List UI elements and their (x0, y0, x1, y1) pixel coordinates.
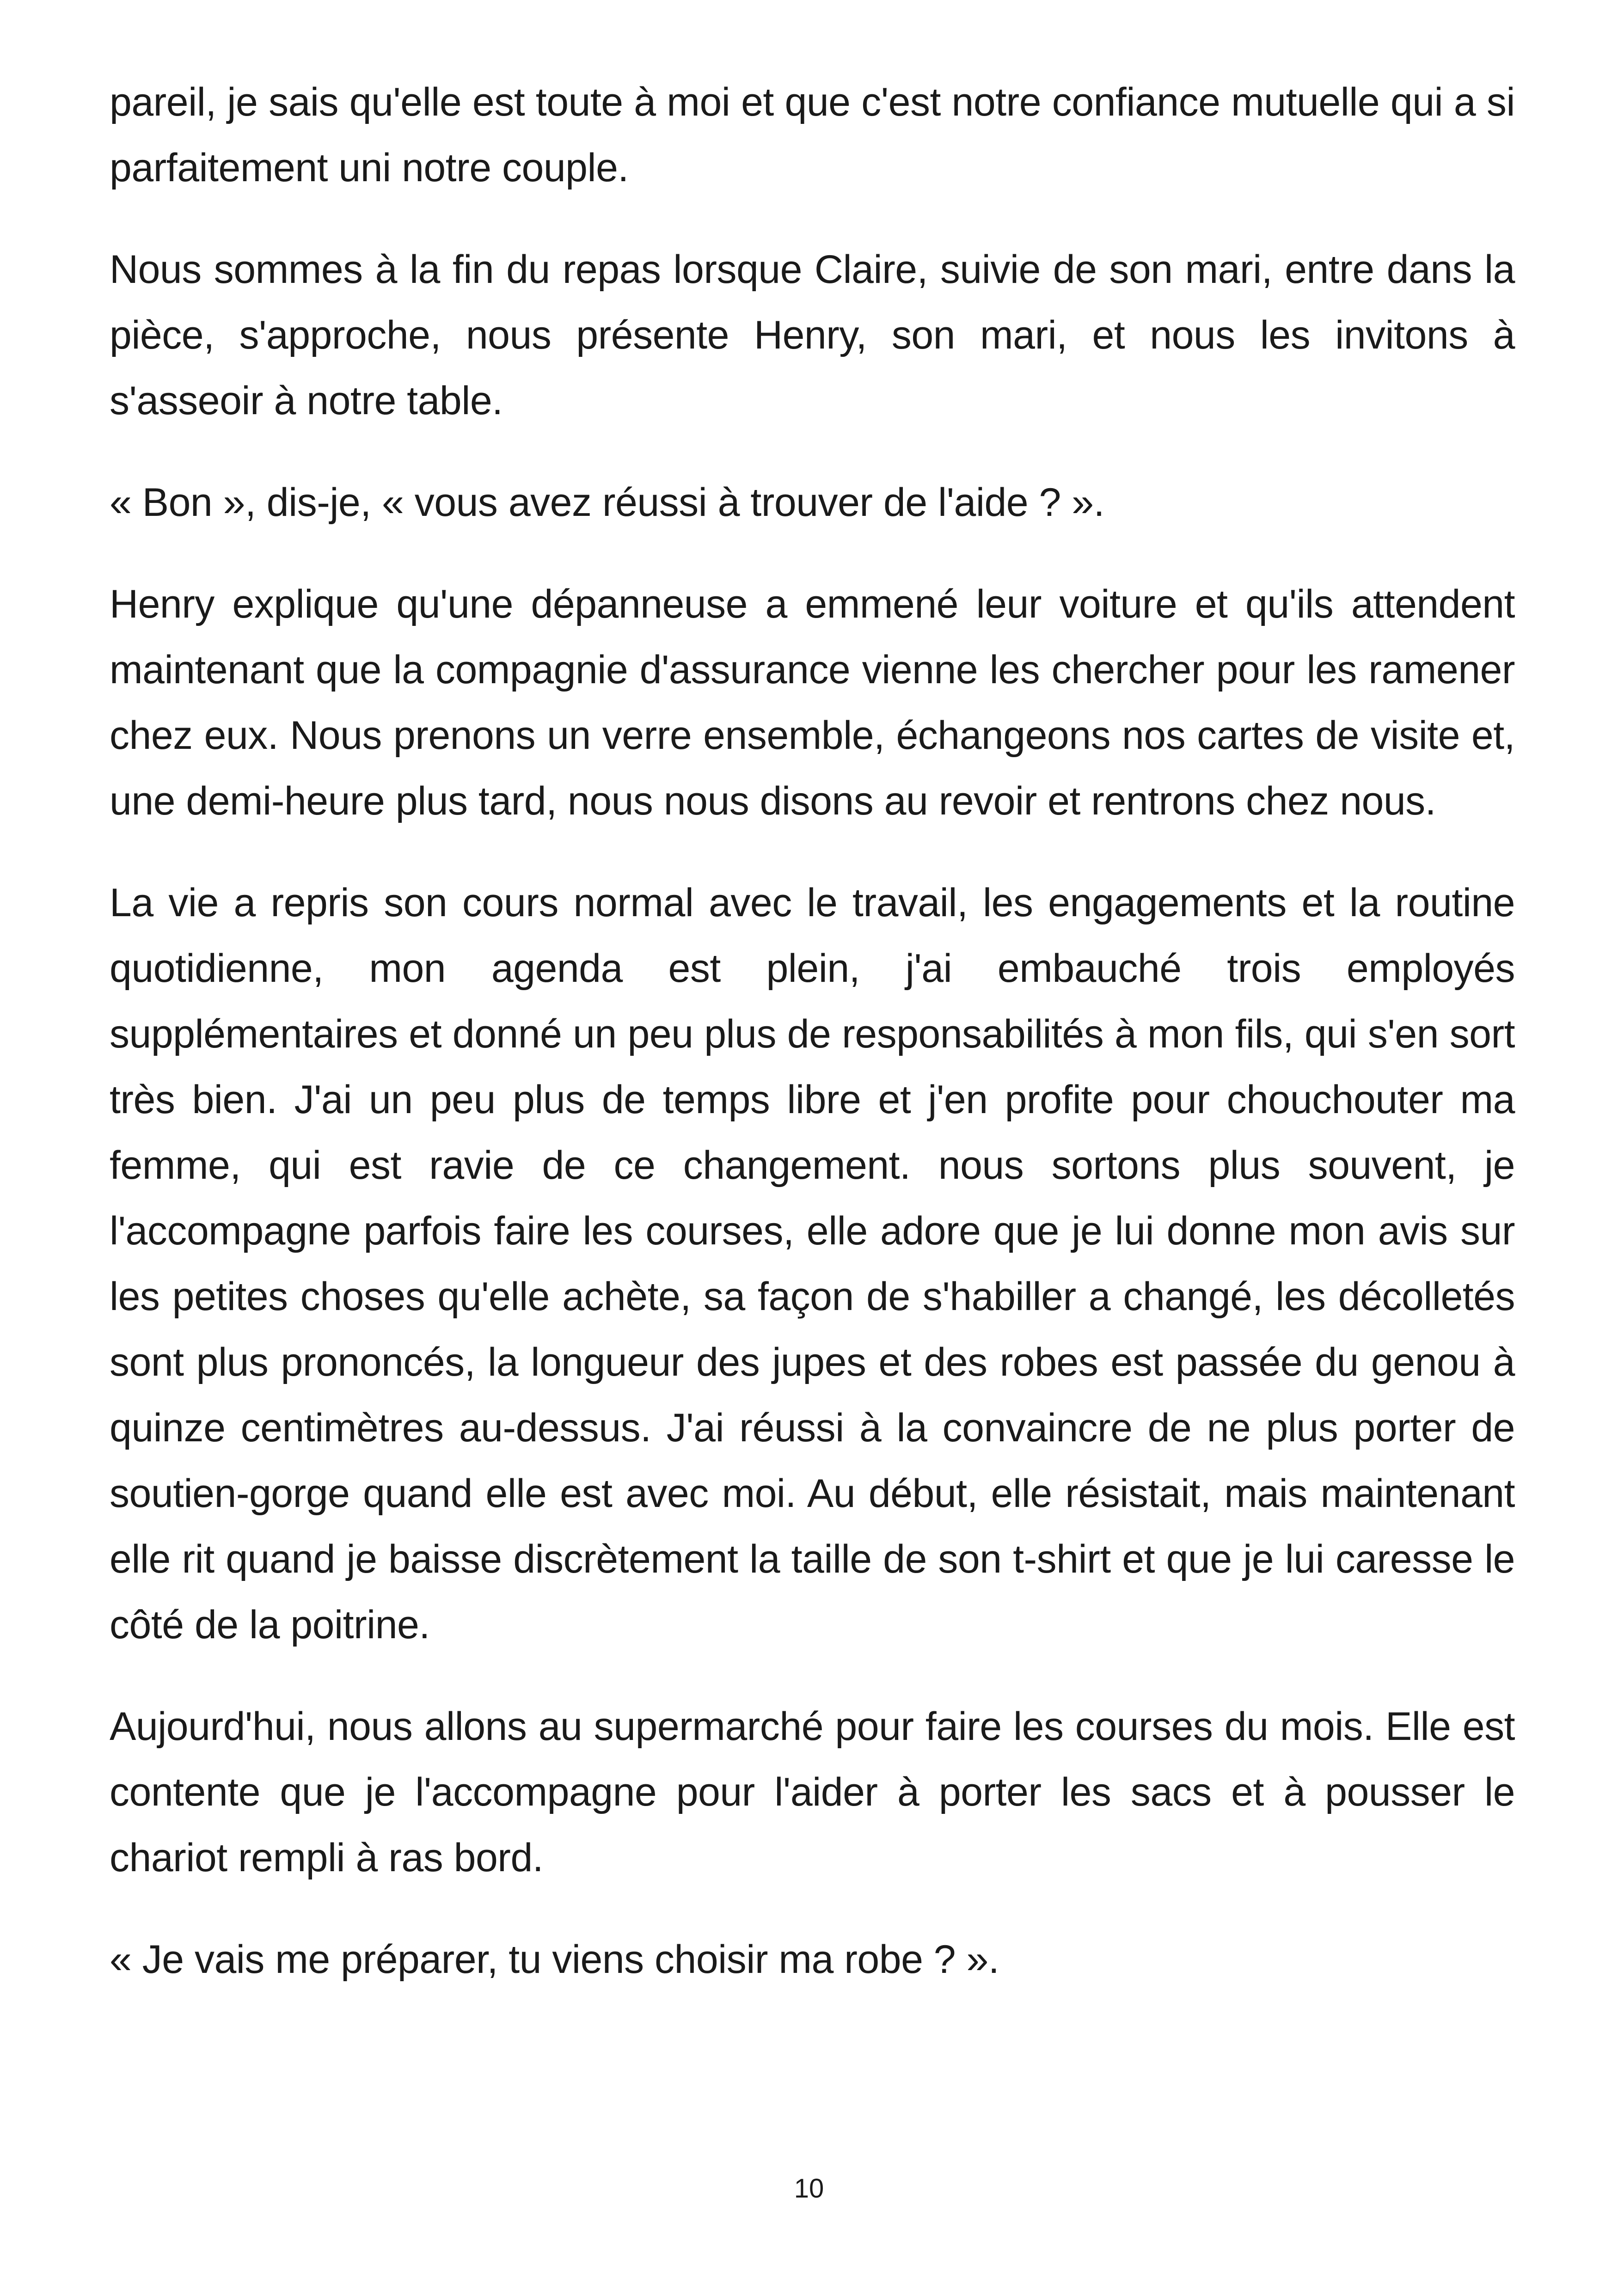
paragraph: « Je vais me préparer, tu viens choisir ma robe ? ». (110, 1937, 999, 1982)
body-text (110, 69, 1515, 2028)
paragraph: La vie a repris son cours normal avec le travail, les engagements et la routine quotidienne, mon agenda est plein, j'ai embauché trois employés supplémentaires et donné un peu plus de responsabilités à mon fils, qui s'en sort très bien. J'ai un peu plus de temps libre et j'en profite pour chouchouter ma femme, qui est ravie de ce changement. nous sortons plus souvent, je l'accompagne parfois faire les courses, elle adore que je lui donne mon avis sur les petites choses qu'elle achète, sa façon de s'habiller a changé, les décolletés sont plus prononcés, la longueur des jupes et des robes est passée du genou à quinze centimètres au-dessus. J'ai réussi à la convaincre de ne plus porter de soutien-gorge quand elle est avec moi. Au début, elle résistait, mais maintenant elle rit quand je baisse discrètement la taille de son t-shirt et que je lui caresse le côté de la poitrine. (110, 881, 1515, 1647)
paragraph: « Bon », dis-je, « vous avez réussi à trouver de l'aide ? ». (110, 480, 1104, 525)
paragraph: Henry explique qu'une dépanneuse a emmené leur voiture et qu'ils attendent maintenant que la compagnie d'assurance vienne les chercher pour les ramener chez eux. Nous prenons un verre ensemble, échangeons nos cartes de visite et, une demi-heure plus tard, nous nous disons au revoir et rentrons chez nous. (110, 582, 1515, 823)
page-number: 10 (794, 2174, 824, 2204)
paragraph: Aujourd'hui, nous allons au supermarché pour faire les courses du mois. Elle est contente que je l'accompagne pour l'aider à porter les sacs et à pousser le chariot rempli à ras bord. (110, 1704, 1515, 1880)
paragraph: Nous sommes à la fin du repas lorsque Claire, suivie de son mari, entre dans la pièce, s'approche, nous présente Henry, son mari, et nous les invitons à s'asseoir à notre table. (110, 247, 1515, 423)
paragraph: pareil, je sais qu'elle est toute à moi et que c'est notre confiance mutuelle qui a si parfaitement uni notre couple. (110, 80, 1515, 190)
